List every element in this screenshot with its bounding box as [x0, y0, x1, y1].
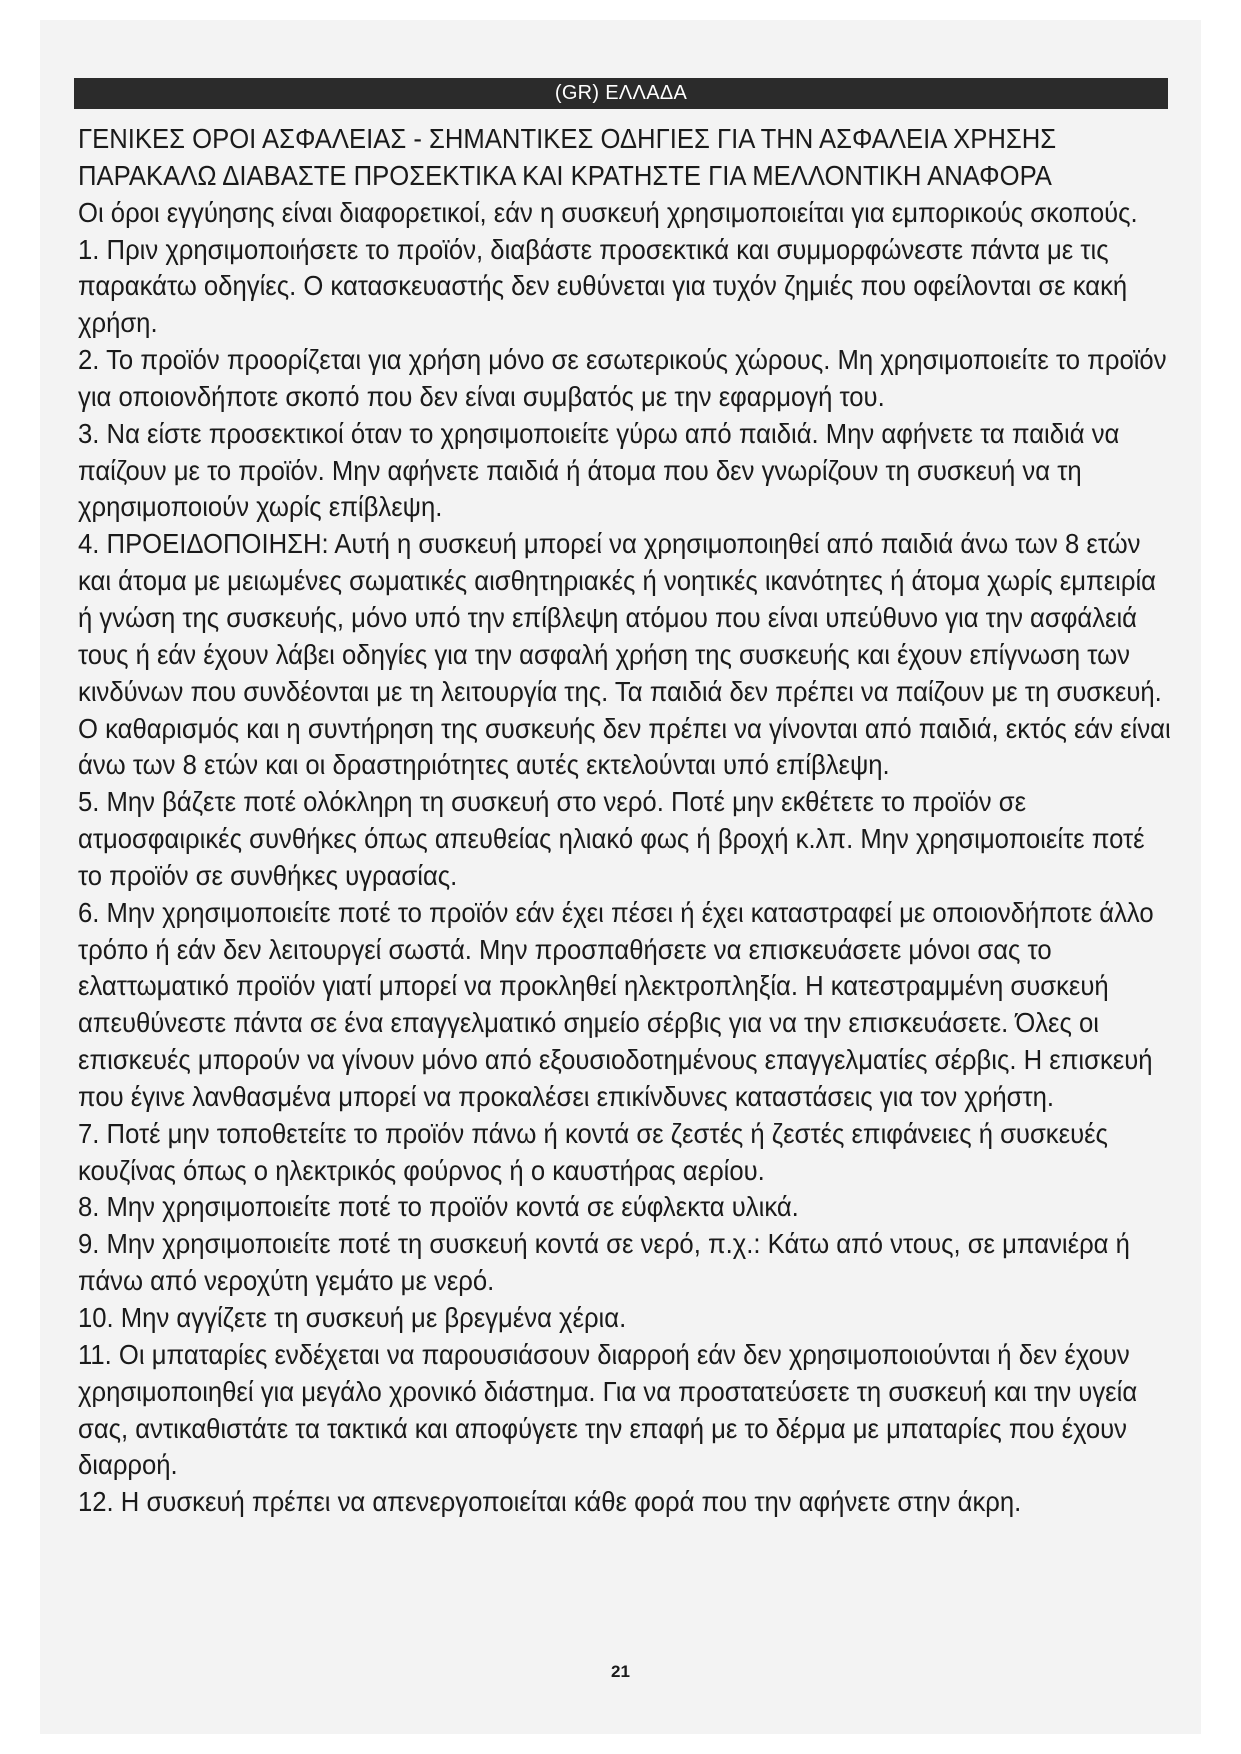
title-line-2: ΠΑΡΑΚΑΛΩ ΔΙΑΒΑΣΤΕ ΠΡΟΣΕΚΤΙΚΑ ΚΑΙ ΚΡΑΤΗΣΤΕ ΓΙΑ ΜΕΛΛΟΝΤΙΚΗ ΑΝΑΦΟΡΑ: [78, 159, 1052, 191]
safety-item-3: 3. Να είστε προσεκτικοί όταν το χρησιμοποιείτε γύρω από παιδιά. Μην αφήνετε τα παιδιά να παίζουν με το προϊόν. Μην αφήνετε παιδιά ή άτομα που δεν γνωρίζουν τη συσκευή να τη χρησιμοποιούν χωρίς επίβλεψη.: [78, 417, 1120, 523]
page-number: 21: [611, 1662, 630, 1681]
safety-item-10: 10. Μην αγγίζετε τη συσκευή με βρεγμένα χέρια.: [78, 1302, 627, 1333]
safety-item-2: 2. Το προϊόν προορίζεται για χρήση μόνο σε εσωτερικούς χώρους. Μη χρησιμοποιείτε το προϊόν για οποιονδήποτε σκοπό που δεν είναι συμβατός με την εφαρμογή του.: [78, 344, 1167, 412]
document-body: [78, 121, 1173, 1521]
safety-item-5: 5. Μην βάζετε ποτέ ολόκληρη τη συσκευή στο νερό. Ποτέ μην εκθέτετε το προϊόν σε ατμοσφαιρικές συνθήκες όπως απευθείας ηλιακό φως ή βροχή κ.λπ. Μην χρησιμοποιείτε ποτέ το προϊόν σε συνθήκες υγρασίας.: [78, 786, 1145, 891]
safety-item-9: 9. Μην χρησιμοποιείτε ποτέ τη συσκευή κοντά σε νερό, π.χ.: Κάτω από ντους, σε μπανιέρα ή πάνω από νεροχύτη γεμάτο με νερό.: [78, 1228, 1130, 1297]
safety-item-6: 6. Μην χρησιμοποιείτε ποτέ το προϊόν εάν έχει πέσει ή έχει καταστραφεί με οποιονδήποτε άλλο τρόπο ή εάν δεν λειτουργεί σωστά. Μην προσπαθήσετε να επισκευάσετε μόνοι σας το ελαττωματικό προϊόν γιατί μπορεί να προκληθεί ηλεκτροπληξία. Η κατεστραμμένη συσκευή απευθύνεστε πάντα σε ένα επαγγελματικό σημείο σέρβις για να την επισκευάσετε. Όλες οι επισκευές μπορούν να γίνουν μόνο από εξουσιοδοτημένους επαγγελματίες σέρβις. Η επισκευή που έγινε λανθασμένα μπορεί να προκαλέσει επικίνδυνες καταστάσεις για τον χρήστη.: [78, 896, 1154, 1112]
safety-item-8: 8. Μην χρησιμοποιείτε ποτέ το προϊόν κοντά σε εύφλεκτα υλικά.: [78, 1191, 799, 1223]
intro-paragraph: Οι όροι εγγύησης είναι διαφορετικοί, εάν η συσκευή χρησιμοποιείται για εμπορικούς σκοπούς.: [78, 196, 1138, 228]
safety-item-1: 1. Πριν χρησιμοποιήσετε το προϊόν, διαβάστε προσεκτικά και συμμορφώνεστε πάντα με τις παρακάτω οδηγίες. Ο κατασκευαστής δεν ευθύνεται για τυχόν ζημιές που οφείλονται σε κακή χρήση.: [78, 233, 1128, 339]
title-line-1: ΓΕΝΙΚΕΣ ΟΡΟΙ ΑΣΦΑΛΕΙΑΣ - ΣΗΜΑΝΤΙΚΕΣ ΟΔΗΓΙΕΣ ΓΙΑ ΤΗΝ ΑΣΦΑΛΕΙΑ ΧΡΗΣΗΣ: [78, 123, 1057, 154]
safety-item-12: 12. Η συσκευή πρέπει να απενεργοποιείται κάθε φορά που την αφήνετε στην άκρη.: [78, 1486, 1022, 1518]
safety-item-4: 4. ΠΡΟΕΙΔΟΠΟΙΗΣΗ: Αυτή η συσκευή μπορεί να χρησιμοποιηθεί από παιδιά άνω των 8 ετών και άτομα με μειωμένες σωματικές αισθητηριακές ή νοητικές ικανότητες ή άτομα χωρίς εμπειρία ή γνώση της συσκευής, μόνο υπό την επίβλεψη ατόμου που είναι υπεύθυνο για την ασφάλειά τους ή εάν έχουν λάβει οδηγίες για την ασφαλή χρήση της συσκευής και έχουν επίγνωση των κινδύνων που συνδέονται με τη λειτουργία της. Τα παιδιά δεν πρέπει να παίζουν με τη συσκευή. Ο καθαρισμός και η συντήρηση της συσκευής δεν πρέπει να γίνονται από παιδιά, εκτός εάν είναι άνω των 8 ετών και οι δραστηριότητες αυτές εκτελούνται υπό επίβλεψη.: [78, 528, 1171, 781]
language-header: (GR) ΕΛΛΑΔΑ: [74, 78, 1168, 109]
safety-item-11: 11. Οι μπαταρίες ενδέχεται να παρουσιάσουν διαρροή εάν δεν χρησιμοποιούνται ή δεν έχουν χρησιμοποιηθεί για μεγάλο χρονικό διάστημα. Για να προστατεύσετε τη συσκευή και την υγεία σας, αντικαθιστάτε τα τακτικά και αποφύγετε την επαφή με το δέρμα με μπαταρίες που έχουν διαρροή.: [78, 1338, 1138, 1481]
safety-item-7: 7. Ποτέ μην τοποθετείτε το προϊόν πάνω ή κοντά σε ζεστές ή ζεστές επιφάνειες ή συσκευές κουζίνας όπως ο ηλεκτρικός φούρνος ή ο καυστήρας αερίου.: [78, 1117, 1108, 1186]
